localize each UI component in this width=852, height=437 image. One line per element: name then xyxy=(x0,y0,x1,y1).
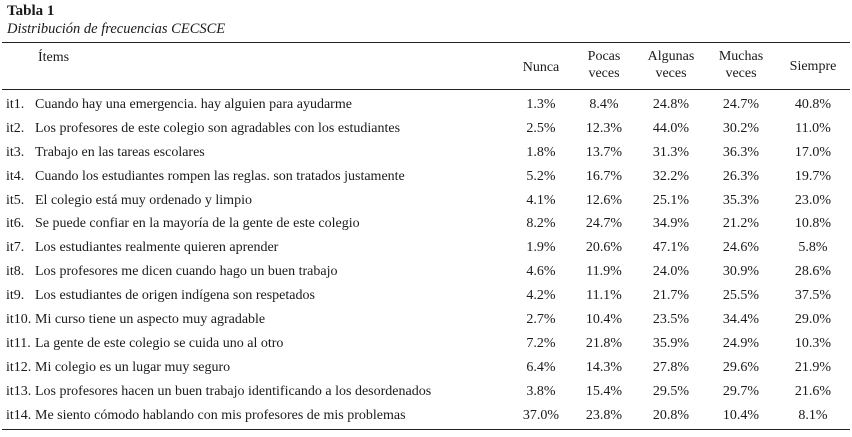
cell-muchas: 35.3% xyxy=(722,192,760,208)
cell-algunas: 23.5% xyxy=(652,311,690,327)
header-algunas-veces xyxy=(636,43,706,89)
cell-nunca: 2.5% xyxy=(526,120,556,136)
cell-algunas: 32.2% xyxy=(652,168,690,184)
cell-nunca: 37.0% xyxy=(522,407,560,423)
header-nunca: Nunca xyxy=(522,60,560,75)
cell-nunca: 2.7% xyxy=(526,311,556,327)
cell-nunca: 1.9% xyxy=(526,240,556,256)
row-code: it5. xyxy=(6,192,25,208)
cell-nunca: 5.2% xyxy=(526,168,556,184)
table-row xyxy=(2,189,850,213)
cell-siempre: 10.8% xyxy=(794,216,832,232)
cell-muchas: 36.3% xyxy=(722,144,760,160)
row-item: Me siento cómodo hablando con mis profesores de mis problemas xyxy=(35,407,406,423)
row-item: Los estudiantes realmente quieren aprender xyxy=(35,240,279,256)
row-code: it4. xyxy=(6,168,25,184)
cell-nunca: 4.6% xyxy=(526,264,556,280)
table-row xyxy=(2,117,850,141)
cell-siempre: 29.0% xyxy=(794,311,832,327)
header-items: Ítems xyxy=(38,50,70,65)
cell-siempre: 19.7% xyxy=(794,168,832,184)
cell-nunca: 1.8% xyxy=(526,144,556,160)
table-body xyxy=(2,90,850,429)
table-row xyxy=(2,332,850,356)
cell-muchas: 24.6% xyxy=(722,240,760,256)
row-code: it9. xyxy=(6,288,25,304)
cell-muchas: 29.7% xyxy=(722,383,760,399)
cell-algunas: 21.7% xyxy=(652,288,690,304)
row-code: it10. xyxy=(6,311,32,327)
cell-algunas: 47.1% xyxy=(652,240,690,256)
cell-siempre: 37.5% xyxy=(794,288,832,304)
row-item: Los profesores hacen un buen trabajo identificando a los desordenados xyxy=(35,383,432,399)
row-item: El colegio está muy ordenado y limpio xyxy=(35,192,252,208)
table-title: Tabla 1 xyxy=(7,3,55,19)
cell-pocas: 11.1% xyxy=(586,288,622,304)
cell-siempre: 40.8% xyxy=(794,96,832,112)
row-item: Cuando los estudiantes rompen las reglas. son tratados justamente xyxy=(35,168,405,184)
row-item: Los profesores de este colegio son agradables con los estudiantes xyxy=(35,120,401,136)
row-item: Los profesores me dicen cuando hago un buen trabajo xyxy=(35,264,338,280)
cell-muchas: 30.9% xyxy=(722,264,760,280)
row-code: it3. xyxy=(6,144,25,160)
cell-siempre: 11.0% xyxy=(795,120,831,136)
cell-siempre: 21.9% xyxy=(794,359,832,375)
row-code: it7. xyxy=(6,240,25,256)
cell-muchas: 21.2% xyxy=(722,216,760,232)
header-pocas-line2: veces xyxy=(588,66,620,81)
table-subtitle: Distribución de frecuencias CECSCE xyxy=(7,21,226,37)
cell-pocas: 13.7% xyxy=(585,144,623,160)
cell-nunca: 3.8% xyxy=(526,383,556,399)
header-muchas-line1: Muchas xyxy=(718,49,764,64)
cell-algunas: 20.8% xyxy=(652,407,690,423)
row-item: Mi curso tiene un aspecto muy agradable xyxy=(35,311,266,327)
cell-muchas: 34.4% xyxy=(722,311,760,327)
cell-algunas: 24.8% xyxy=(652,96,690,112)
row-code: it1. xyxy=(6,96,25,112)
table-row xyxy=(2,260,850,284)
row-item: Los estudiantes de origen indígena son respetados xyxy=(35,288,315,304)
row-code: it8. xyxy=(6,264,25,280)
table-row xyxy=(2,141,850,165)
table-row xyxy=(2,93,850,117)
cell-algunas: 25.1% xyxy=(652,192,690,208)
row-item: La gente de este colegio se cuida uno al otro xyxy=(35,335,284,351)
cell-siempre: 21.6% xyxy=(794,383,832,399)
header-algunas-line1: Algunas xyxy=(647,49,695,64)
cell-algunas: 24.0% xyxy=(652,264,690,280)
cell-muchas: 29.6% xyxy=(722,359,760,375)
cell-pocas: 12.6% xyxy=(585,192,623,208)
cell-algunas: 31.3% xyxy=(652,144,690,160)
table-row xyxy=(2,212,850,236)
row-code: it2. xyxy=(6,120,25,136)
cell-siempre: 28.6% xyxy=(794,264,832,280)
cell-algunas: 44.0% xyxy=(652,120,690,136)
cell-algunas: 27.8% xyxy=(652,359,690,375)
row-item: Se puede confiar en la mayoría de la gente de este colegio xyxy=(35,216,360,232)
cell-pocas: 21.8% xyxy=(585,335,623,351)
row-code: it6. xyxy=(6,216,25,232)
cell-muchas: 25.5% xyxy=(722,288,760,304)
cell-siempre: 23.0% xyxy=(794,192,832,208)
row-item: Cuando hay una emergencia. hay alguien para ayudarme xyxy=(35,96,352,112)
cell-muchas: 26.3% xyxy=(722,168,760,184)
cell-nunca: 4.2% xyxy=(526,288,556,304)
table-row xyxy=(2,165,850,189)
table-row xyxy=(2,356,850,380)
table-row xyxy=(2,308,850,332)
header-muchas-line2: veces xyxy=(725,66,757,81)
cell-siempre: 8.1% xyxy=(798,407,828,423)
cell-nunca: 7.2% xyxy=(526,335,556,351)
cell-muchas: 30.2% xyxy=(722,120,760,136)
cell-pocas: 8.4% xyxy=(589,96,619,112)
cell-nunca: 6.4% xyxy=(526,359,556,375)
cell-algunas: 29.5% xyxy=(652,383,690,399)
table-row xyxy=(2,284,850,308)
header-pocas-line1: Pocas xyxy=(587,49,621,64)
header-pocas-veces xyxy=(572,43,636,89)
cell-pocas: 23.8% xyxy=(585,407,623,423)
table-header-row xyxy=(2,43,850,90)
cell-pocas: 11.9% xyxy=(586,264,622,280)
row-item: Trabajo en las tareas escolares xyxy=(35,144,205,160)
table-row xyxy=(2,404,850,428)
cell-pocas: 14.3% xyxy=(585,359,623,375)
table-row xyxy=(2,236,850,260)
cell-pocas: 10.4% xyxy=(585,311,623,327)
cell-algunas: 34.9% xyxy=(652,216,690,232)
cell-muchas: 10.4% xyxy=(722,407,760,423)
row-code: it14. xyxy=(6,407,32,423)
cell-nunca: 1.3% xyxy=(526,96,556,112)
cell-nunca: 4.1% xyxy=(526,192,556,208)
cell-siempre: 5.8% xyxy=(798,240,828,256)
cell-pocas: 20.6% xyxy=(585,240,623,256)
header-muchas-veces xyxy=(706,43,776,89)
cell-siempre: 10.3% xyxy=(794,335,832,351)
cell-pocas: 12.3% xyxy=(585,120,623,136)
table-row xyxy=(2,380,850,404)
cell-pocas: 24.7% xyxy=(585,216,623,232)
frequency-table xyxy=(2,42,850,430)
row-code: it11. xyxy=(6,335,31,351)
cell-algunas: 35.9% xyxy=(652,335,690,351)
cell-muchas: 24.7% xyxy=(722,96,760,112)
table-caption xyxy=(7,3,225,38)
cell-siempre: 17.0% xyxy=(794,144,832,160)
row-code: it13. xyxy=(6,383,32,399)
cell-pocas: 16.7% xyxy=(585,168,623,184)
header-algunas-line2: veces xyxy=(655,66,687,81)
row-code: it12. xyxy=(6,359,32,375)
cell-pocas: 15.4% xyxy=(585,383,623,399)
row-item: Mi colegio es un lugar muy seguro xyxy=(35,359,231,375)
cell-muchas: 24.9% xyxy=(722,335,760,351)
cell-nunca: 8.2% xyxy=(526,216,556,232)
header-siempre: Siempre xyxy=(789,59,837,74)
